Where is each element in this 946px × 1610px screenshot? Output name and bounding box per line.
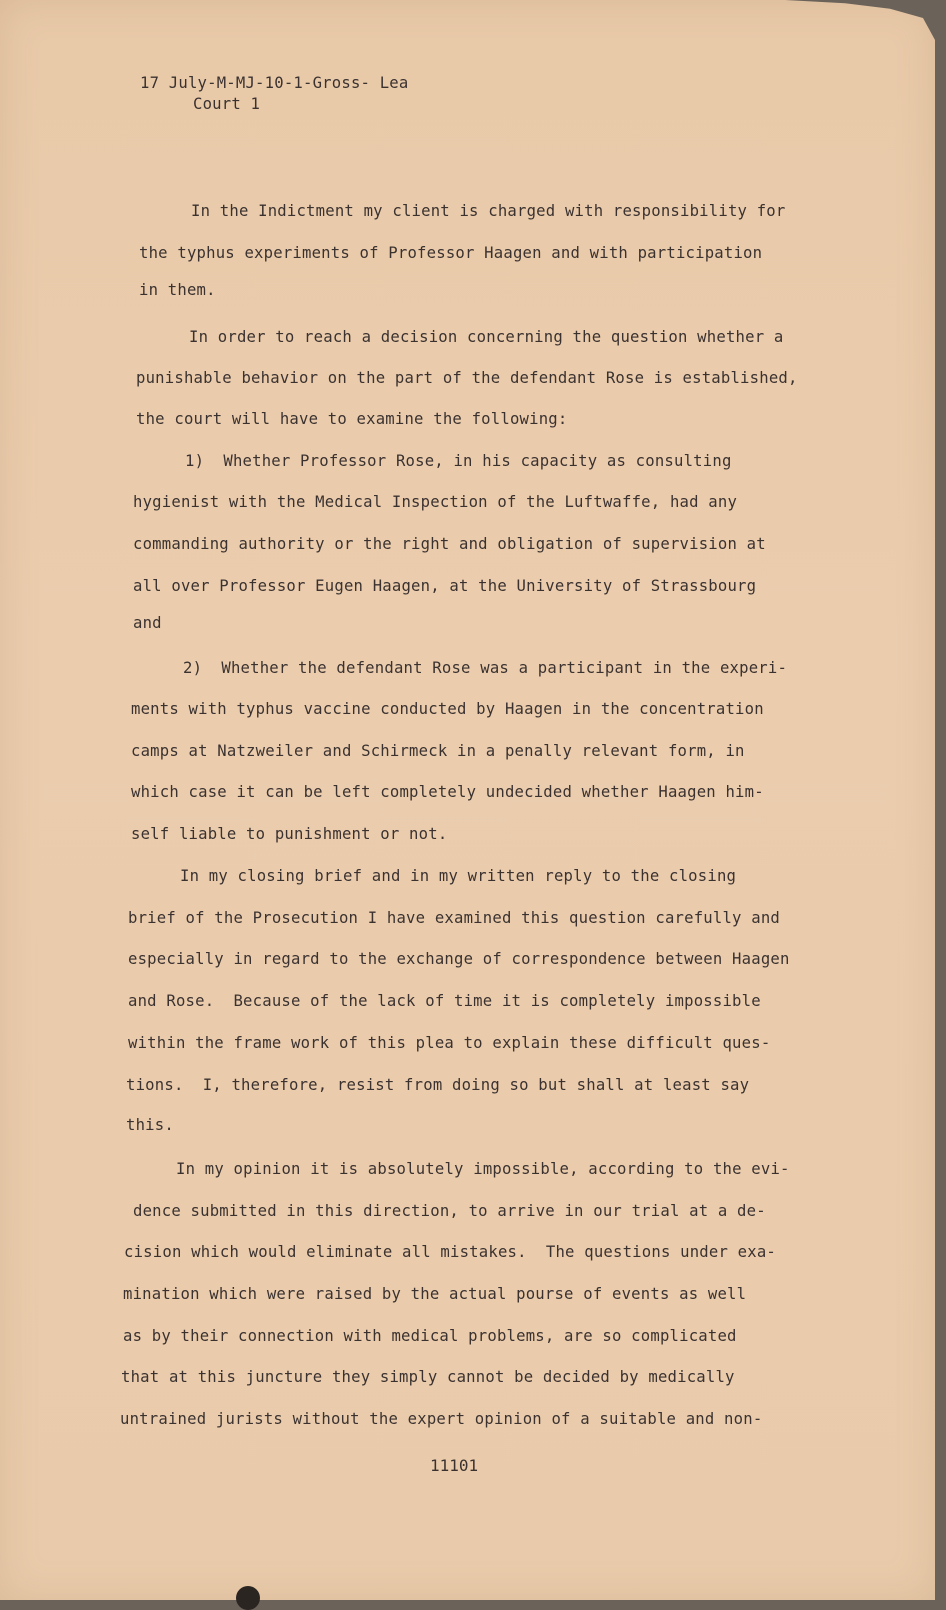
body-line: within the frame work of this plea to explain these difficult ques- — [128, 1034, 771, 1052]
body-line: commanding authority or the right and obligation of supervision at — [133, 535, 766, 553]
body-line: 1) Whether Professor Rose, in his capacity as consulting — [185, 452, 732, 470]
body-line: that at this juncture they simply cannot be decided by medically — [121, 1368, 735, 1386]
header-line-1: 17 July-M-MJ-10-1-Gross- Lea — [140, 74, 409, 92]
body-line: and — [133, 614, 162, 632]
body-line: the court will have to examine the following: — [136, 410, 568, 428]
body-line: hygienist with the Medical Inspection of the Luftwaffe, had any — [133, 493, 738, 511]
body-line: and Rose. Because of the lack of time it is completely impossible — [128, 992, 761, 1010]
binding-hole — [236, 1586, 260, 1610]
header-line-2: Court 1 — [193, 95, 261, 113]
body-line: In my opinion it is absolutely impossible, according to the evi- — [176, 1160, 790, 1178]
body-line: 2) Whether the defendant Rose was a participant in the experi- — [183, 659, 788, 677]
body-line: brief of the Prosecution I have examined this question carefully and — [128, 909, 780, 927]
body-line: In order to reach a decision concerning the question whether a — [189, 328, 784, 346]
body-line: In my closing brief and in my written reply to the closing — [180, 867, 737, 885]
body-line: tions. I, therefore, resist from doing so but shall at least say — [126, 1076, 750, 1094]
body-line: ments with typhus vaccine conducted by Haagen in the concentration — [131, 700, 764, 718]
body-line: which case it can be left completely undecided whether Haagen him- — [131, 783, 764, 801]
body-line: punishable behavior on the part of the defendant Rose is established, — [136, 369, 798, 387]
body-line: dence submitted in this direction, to arrive in our trial at a de- — [133, 1202, 766, 1220]
body-line: untrained jurists without the expert opinion of a suitable and non- — [120, 1410, 763, 1428]
body-line: camps at Natzweiler and Schirmeck in a penally relevant form, in — [131, 742, 745, 760]
page-number: 11101 — [430, 1456, 479, 1475]
body-line: as by their connection with medical problems, are so complicated — [123, 1327, 737, 1345]
body-line: mination which were raised by the actual pourse of events as well — [123, 1285, 747, 1303]
body-line: in them. — [139, 281, 216, 299]
body-line: this. — [126, 1116, 174, 1134]
body-line: the typhus experiments of Professor Haagen and with participation — [139, 244, 763, 262]
body-line: In the Indictment my client is charged with responsibility for — [191, 202, 786, 220]
body-line: all over Professor Eugen Haagen, at the University of Strassbourg — [133, 577, 757, 595]
torn-corner — [785, 0, 935, 40]
body-line: especially in regard to the exchange of correspondence between Haagen — [128, 950, 790, 968]
body-line: self liable to punishment or not. — [131, 825, 448, 843]
body-line: cision which would eliminate all mistakes. The questions under exa- — [124, 1243, 776, 1261]
